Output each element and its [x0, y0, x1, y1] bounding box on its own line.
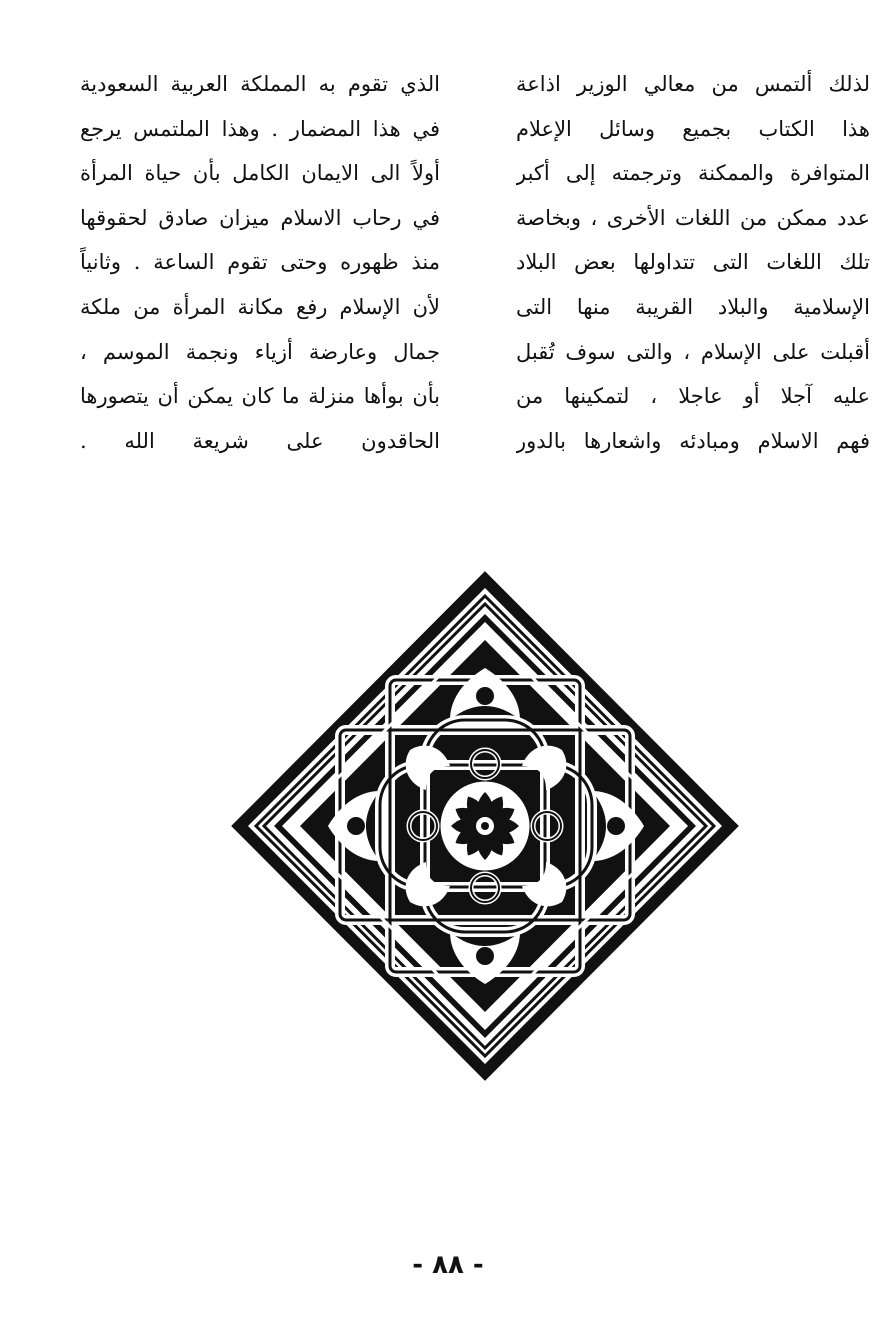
text-line: المتوافرة والممكنة وترجمته إلى أكبر — [516, 161, 870, 186]
text-line: الحاقدون على شريعة الله . — [80, 428, 440, 453]
text-line: عليه آجلا أو عاجلا ، لتمكينها من — [516, 384, 870, 409]
text-line: جمال وعارضة أزياء ونجمة الموسم ، — [80, 339, 440, 364]
islamic-geometric-ornament — [230, 570, 740, 1082]
left-text-column — [80, 62, 440, 463]
text-line: تلك اللغات التى تتداولها بعض البلاد — [516, 250, 870, 275]
page-number: - ٨٨ - — [412, 1250, 484, 1280]
right-text-column — [516, 62, 870, 463]
text-line: في رحاب الاسلام ميزان صادق لحقوقها — [80, 205, 440, 230]
text-line: الإسلامية والبلاد القريبة منها التى — [516, 294, 870, 319]
text-line: عدد ممكن من اللغات الأخرى ، وبخاصة — [516, 205, 870, 230]
text-line: أقبلت على الإسلام ، والتى سوف تُقبل — [516, 339, 870, 364]
text-line: هذا الكتاب بجميع وسائل الإعلام — [516, 116, 870, 141]
text-line: الذي تقوم به المملكة العربية السعودية — [80, 72, 440, 96]
text-line: لذلك ألتمس من معالي الوزير اذاعة — [516, 72, 870, 96]
text-line: في هذا المضمار . وهذا الملتمس يرجع — [80, 116, 440, 141]
text-line: فهم الاسلام ومبادئه واشعارها بالدور — [516, 428, 870, 453]
text-line: منذ ظهوره وحتى تقوم الساعة . وثانياً — [80, 250, 440, 275]
text-line: لأن الإسلام رفع مكانة المرأة من ملكة — [80, 294, 440, 319]
text-line: بأن بوأها منزلة ما كان يمكن أن يتصورها — [80, 384, 440, 409]
text-line: أولاً الى الايمان الكامل بأن حياة المرأة — [80, 161, 440, 186]
